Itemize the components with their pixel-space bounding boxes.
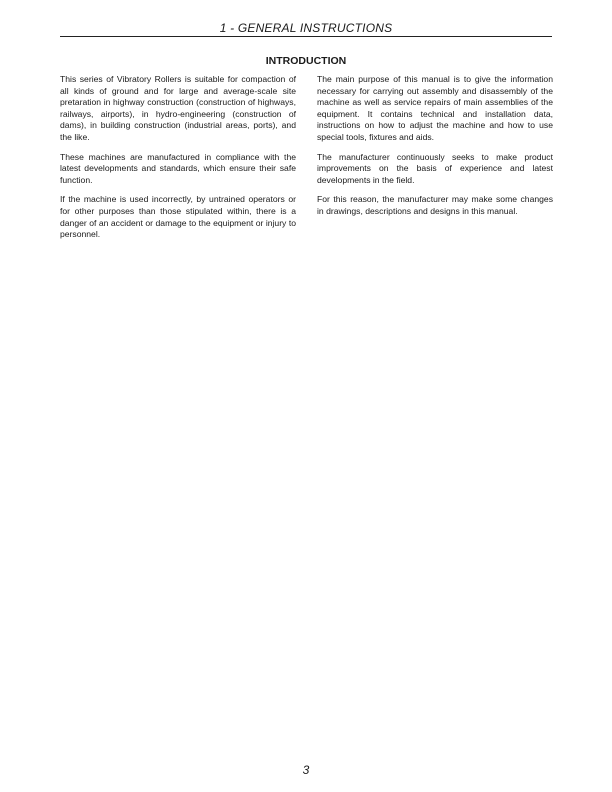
paragraph: The manufacturer continuously seeks to make product improvements on the basis of experience and latest developments in the field. (317, 151, 553, 185)
section-title: INTRODUCTION (265, 55, 347, 67)
paragraph: This series of Vibratory Rollers is suitable for compaction of all kinds of ground and for large and average-scale site pretaration in highway construction (construction of highways, railways, airports), in hydro-engineering (construction of dams), in building construction (industrial areas, ports), and the like. (60, 74, 296, 142)
paragraph: If the machine is used incorrectly, by untrained operators or for other purposes than those stipulated within, there is a danger of an accident or damage to the equipment or injury to personnel. (60, 194, 296, 240)
right-column (317, 74, 553, 226)
chapter-title: 1 - GENERAL INSTRUCTIONS (219, 21, 393, 35)
paragraph: These machines are manufactured in compliance with the latest developments and standards, which ensure their safe function. (60, 151, 296, 185)
page-number: 3 (302, 763, 310, 777)
page-header (60, 19, 552, 37)
paragraph: The main purpose of this manual is to give the information necessary for carrying out assembly and disassembly of the machine as well as service repairs of main assemblies of the equipment. It contains technical and installation data, instructions on how to adjust the machine and how to use special tools, fixtures and aids. (317, 74, 553, 142)
left-column (60, 74, 296, 249)
paragraph: For this reason, the manufacturer may make some changes in drawings, descriptions and designs in this manual. (317, 194, 553, 216)
